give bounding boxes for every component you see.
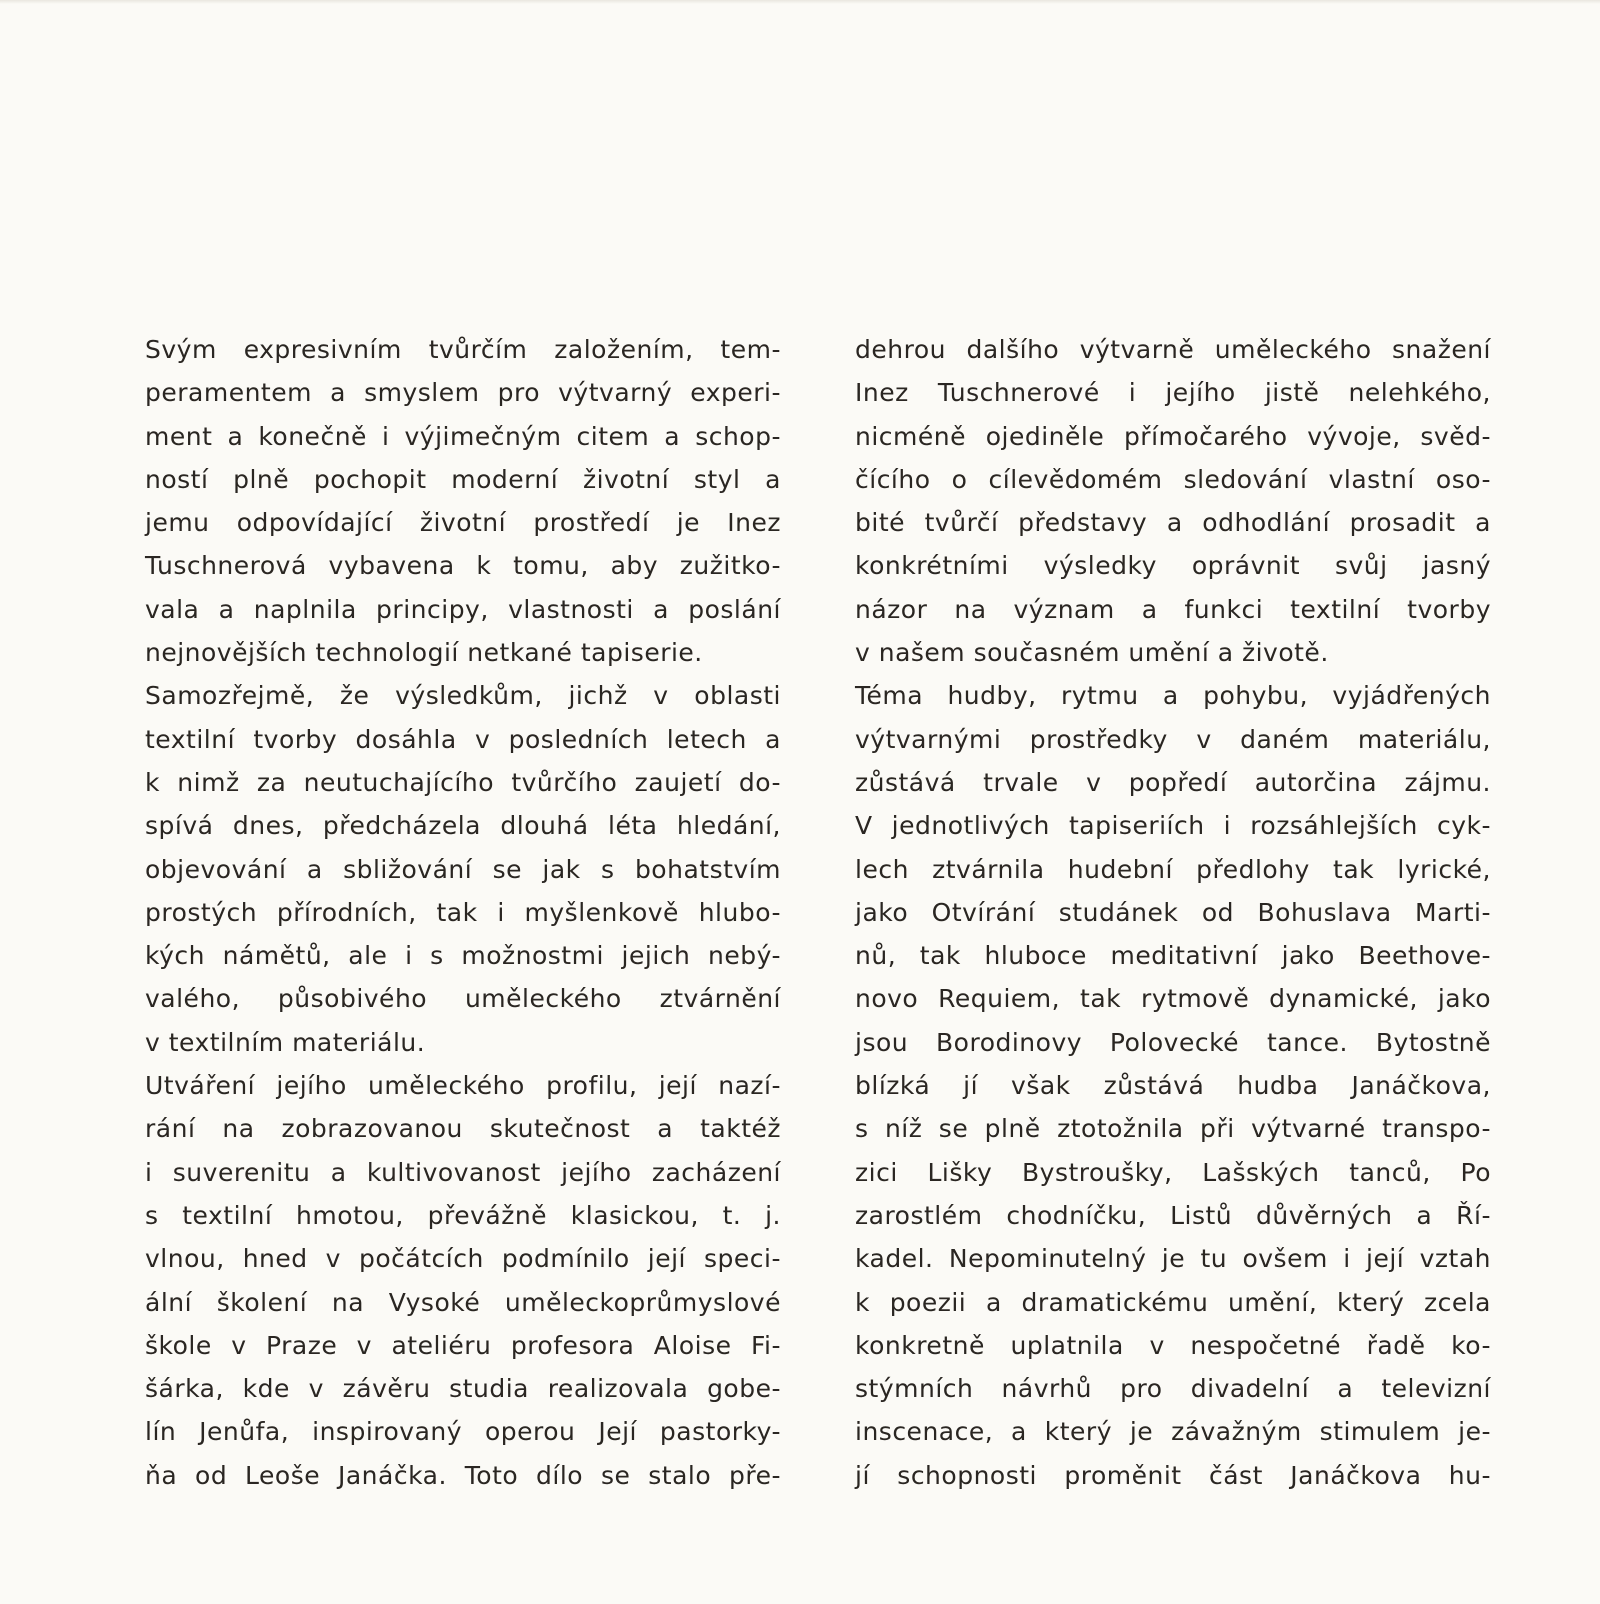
text-line: názor na význam a funkci textilní tvorby [855, 594, 1491, 624]
text-line: vlnou, hned v počátcích podmínilo její speci- [145, 1244, 781, 1274]
page-top-edge [0, 0, 1600, 4]
text-line: i suverenitu a kultivovanost jejího zacházení [145, 1157, 781, 1187]
text-line: zici Lišky Bystroušky, Lašských tanců, Po [855, 1157, 1491, 1187]
text-line: nů, tak hluboce meditativní jako Beethove- [855, 941, 1491, 971]
text-line: bité tvůrčí představy a odhodlání prosadit a [855, 508, 1491, 538]
text-line: s textilní hmotou, převážně klasickou, t. j. [145, 1200, 781, 1230]
text-line: kadel. Nepominutelný je tu ovšem i její vztah [855, 1244, 1491, 1274]
text-line: inscenace, a který je závažným stimulem je- [855, 1417, 1491, 1447]
text-line: objevování a sbližování se jak s bohatstvím [145, 854, 781, 884]
text-line: jí schopnosti proměnit část Janáčkova hu- [855, 1460, 1491, 1490]
text-line: prostých přírodních, tak i myšlenkově hlubo- [145, 897, 781, 927]
text-line: výtvarnými prostředky v daném materiálu, [855, 724, 1491, 754]
text-line: jsou Borodinovy Polovecké tance. Bytostně [855, 1027, 1491, 1057]
text-line: lín Jenůfa, inspirovaný operou Její pastorky- [145, 1417, 781, 1447]
text-line: šárka, kde v závěru studia realizovala gobe- [145, 1374, 781, 1404]
text-line: ment a konečně i výjimečným citem a schop- [145, 421, 781, 451]
text-line: textilní tvorby dosáhla v posledních letech a [145, 724, 781, 754]
text-line: konkrétními výsledky oprávnit svůj jasný [855, 551, 1491, 581]
text-line: v textilním materiálu. [145, 1027, 426, 1057]
text-line: spívá dnes, předcházela dlouhá léta hledání, [145, 811, 781, 841]
text-line: ální školení na Vysoké uměleckoprůmyslové [145, 1287, 781, 1317]
text-line: k nimž za neutuchajícího tvůrčího zaujetí do- [145, 767, 781, 797]
text-line: čícího o cílevědomém sledování vlastní oso- [855, 464, 1491, 494]
text-line: Téma hudby, rytmu a pohybu, vyjádřených [855, 681, 1491, 711]
text-line: lech ztvárnila hudební předlohy tak lyrické, [855, 854, 1491, 884]
text-line: peramentem a smyslem pro výtvarný experi- [145, 378, 781, 408]
text-line: novo Requiem, tak rytmově dynamické, jako [855, 984, 1491, 1014]
text-line: Inez Tuschnerové i jejího jistě nelehkého, [855, 378, 1491, 408]
text-line: ňa od Leoše Janáčka. Toto dílo se stalo pře- [145, 1460, 781, 1490]
text-line: valého, působivého uměleckého ztvárnění [145, 984, 781, 1014]
text-line: s níž se plně ztotožnila při výtvarné transpo- [855, 1114, 1491, 1144]
text-line: konkretně uplatnila v nespočetné řadě ko- [855, 1330, 1491, 1360]
text-line: stýmních návrhů pro divadelní a televizní [855, 1374, 1491, 1404]
text-line: zarostlém chodníčku, Listů důvěrných a Ří- [855, 1200, 1491, 1230]
text-line: nicméně ojediněle přímočarého vývoje, svěd- [855, 421, 1491, 451]
text-line: vala a naplnila principy, vlastnosti a poslání [145, 594, 781, 624]
text-line: zůstává trvale v popředí autorčina zájmu. [855, 767, 1491, 797]
text-line: blízká jí však zůstává hudba Janáčkova, [855, 1071, 1491, 1101]
text-line: Tuschnerová vybavena k tomu, aby zužitko- [145, 551, 781, 581]
text-line: Svým expresivním tvůrčím založením, tem- [145, 335, 781, 364]
text-line: rání na zobrazovanou skutečnost a taktéž [145, 1114, 781, 1144]
text-line: nejnovějších technologií netkané tapiserie. [145, 638, 703, 668]
text-line: Utváření jejího uměleckého profilu, její nazí- [145, 1071, 781, 1101]
text-line: škole v Praze v ateliéru profesora Aloise Fi- [145, 1330, 781, 1360]
text-line: k poezii a dramatickému umění, který zcela [855, 1287, 1491, 1317]
text-line: jako Otvírání studánek od Bohuslava Marti- [855, 897, 1491, 927]
text-line: V jednotlivých tapiseriích i rozsáhlejších cyk- [855, 811, 1491, 841]
text-line: kých námětů, ale i s možnostmi jejich nebý- [145, 941, 781, 971]
text-line: jemu odpovídající životní prostředí je Inez [145, 508, 781, 538]
left-text-column [145, 328, 781, 1497]
text-line: dehrou dalšího výtvarně uměleckého snažení [855, 335, 1491, 364]
text-line: Samozřejmě, že výsledkům, jichž v oblasti [145, 681, 781, 711]
text-line: v našem současném umění a životě. [855, 638, 1329, 668]
text-line: ností plně pochopit moderní životní styl a [145, 464, 781, 494]
right-text-column [855, 328, 1491, 1497]
